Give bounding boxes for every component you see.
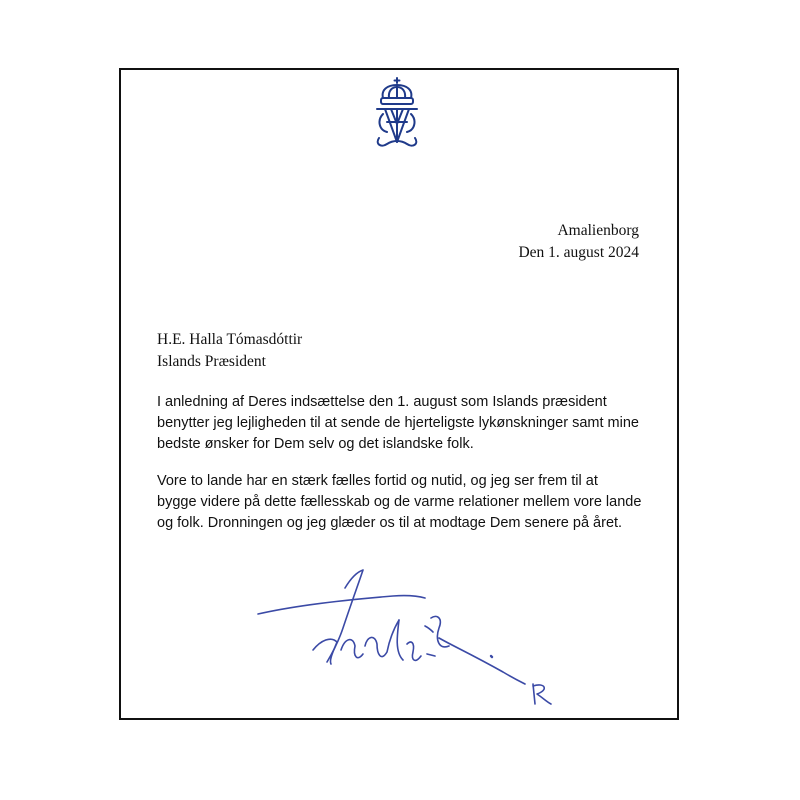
place: Amalienborg <box>557 222 639 239</box>
royal-crown-monogram-icon <box>365 76 429 152</box>
letter-page <box>119 68 679 720</box>
recipient-name: H.E. Halla Tómasdóttir <box>157 331 303 348</box>
place-date-block <box>518 220 639 264</box>
paragraph-line: benytter jeg lejligheden til at sende de hjerteligste lykønskninger samt mine <box>157 415 639 431</box>
paragraph-line: bygge videre på dette fællesskab og de varme relationer mellem vore lande <box>157 494 642 510</box>
paragraph-line: bedste ønsker for Dem selv og det islandske folk. <box>157 436 474 452</box>
body-paragraph-1 <box>157 392 657 455</box>
date: Den 1. august 2024 <box>518 244 639 261</box>
paragraph-line: I anledning af Deres indsættelse den 1. august som Islands præsident <box>157 394 607 410</box>
handwritten-signature <box>253 566 553 711</box>
paragraph-line: og folk. Dronningen og jeg glæder os til at modtage Dem senere på året. <box>157 515 623 531</box>
paragraph-line: Vore to lande har en stærk fælles fortid og nutid, og jeg ser frem til at <box>157 473 598 489</box>
recipient-block <box>157 329 302 373</box>
recipient-title: Islands Præsident <box>157 353 266 370</box>
body-paragraph-2 <box>157 471 657 534</box>
